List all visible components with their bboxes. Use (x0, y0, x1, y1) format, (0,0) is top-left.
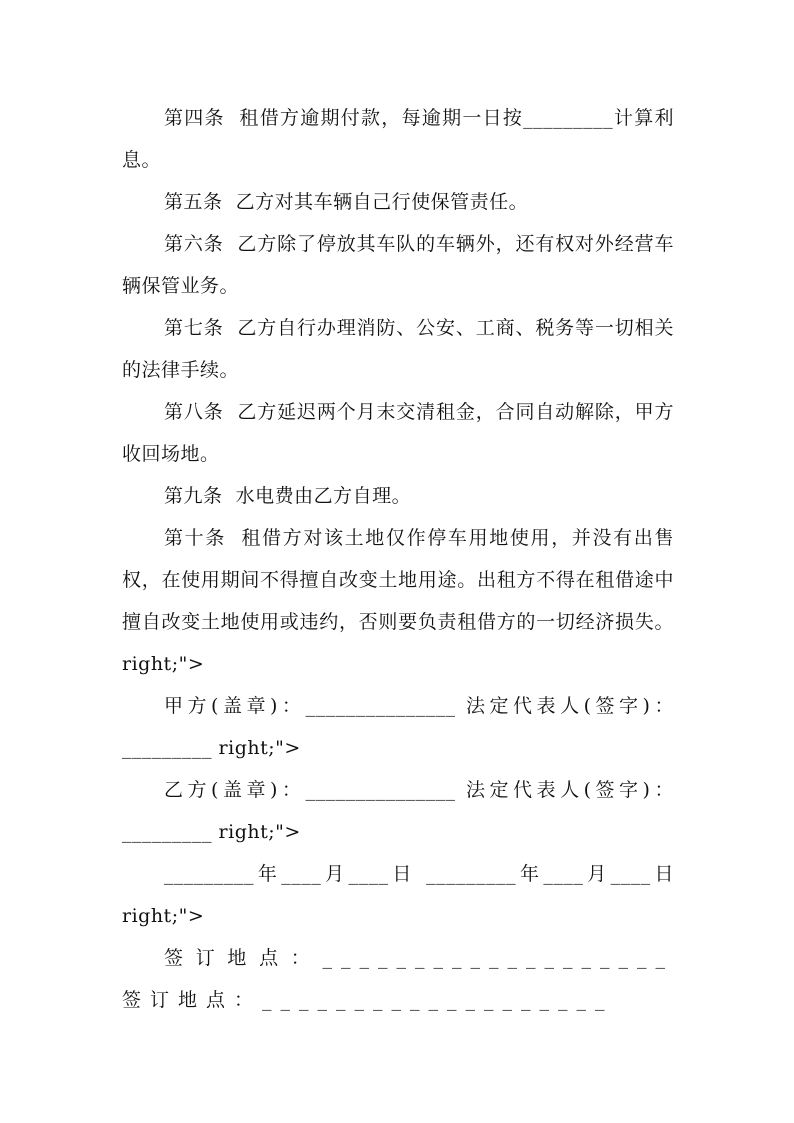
party-b-signature-line: 乙方(盖章)：_______________ 法定代表人(签字)：_________ right;"> (122, 779, 674, 843)
clause-10-paragraph: 第十条 租借方对该土地仅作停车用地使用，并没有出售权，在使用期间不得擅自改变土地用途。出租方不得在租借途中擅自改变土地使用或违约，否则要负责租借方的一切经济损失。 right;"> (122, 527, 681, 675)
clause-9-paragraph: 第九条 水电费由乙方自理。 (164, 485, 412, 507)
clause-6-paragraph: 第六条 乙方除了停放其车队的车辆外，还有权对外经营车辆保管业务。 (122, 233, 674, 297)
clause-4-paragraph: 第四条 租借方逾期付款，每逾期一日按_________计算利息。 (122, 107, 674, 171)
signing-date-line: _________年____月____日 _________年____月____日 right;"> (122, 863, 681, 927)
party-a-signature-line: 甲方(盖章)：_______________ 法定代表人(签字)：_________ right;"> (122, 695, 674, 759)
clause-8-paragraph: 第八条 乙方延迟两个月末交清租金，合同自动解除，甲方收回场地。 (122, 401, 674, 465)
clause-5-paragraph: 第五条 乙方对其车辆自己行使保管责任。 (164, 191, 529, 213)
clause-7-paragraph: 第七条 乙方自行办理消防、公安、工商、税务等一切相关的法律手续。 (122, 317, 674, 381)
signing-location-line: 签订地点：___________________ 签订地点：___________________ (122, 947, 690, 1011)
